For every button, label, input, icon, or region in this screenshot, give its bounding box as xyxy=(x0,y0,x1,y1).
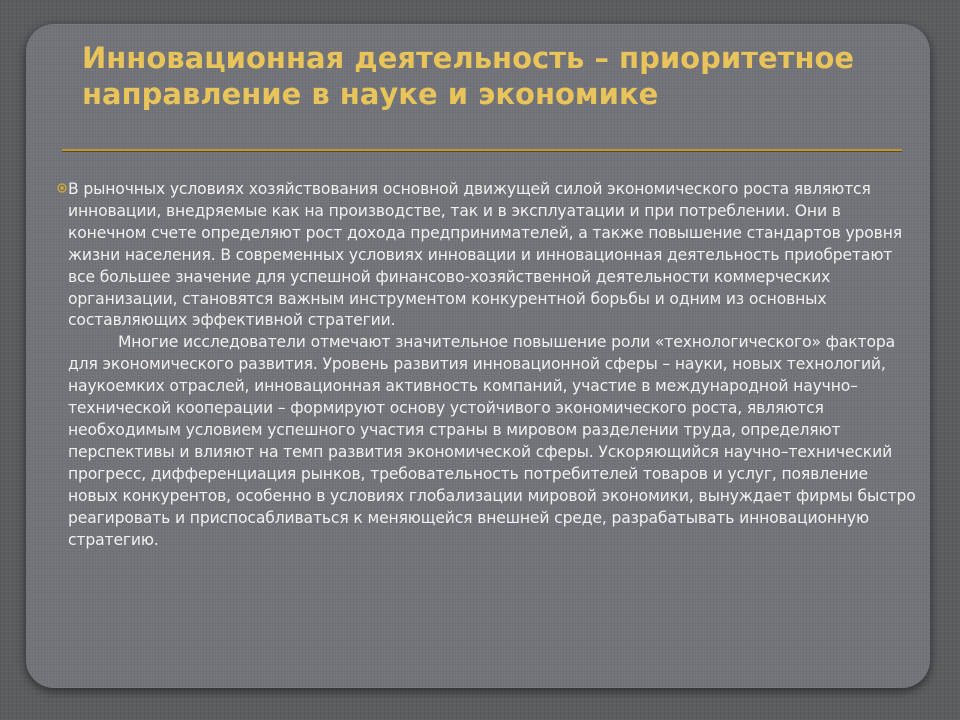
paragraph-2-wrapper xyxy=(68,332,918,551)
title-underline xyxy=(62,149,902,152)
paragraph-1: В рыночных условиях хозяйствования основной движущей силой экономического роста являются инновации, внедряемые как на производстве, так и в эксплуатации и при потреблении. Они в конечном счете определяют рост дохода предпринимателей, а также повышение стандартов уровня жизни населения. В современных условиях инновации и инновационная деятельность приобретают все большее значение для успешной финансово-хозяйственной деятельности коммерческих организации, становятся важным инструментом конкурентной борьбы и одним из основных составляющих эффективной стратегии. xyxy=(68,180,902,330)
paragraph-2: Многие исследователи отмечают значительное повышение роли «технологического» фактора для экономического развития. Уровень развития инновационной сферы – науки, новых технологий, наукоемких отраслей, инновационная активность компаний, участие в международной научно–технической кооперации – формируют основу устойчивого экономического роста, являются необходимым условием успешного участия страны в мировом разделении труда, определяют перспективы и влияют на темп развития экономической сферы. Ускоряющийся научно–технический прогресс, дифференциация рынков, требовательность потребителей товаров и услуг, появление новых конкурентов, особенно в условиях глобализации мировой экономики, вынуждает фирмы быстро реагировать и приспосабливаться к меняющейся внешней среде, разрабатывать инновационную стратегию. xyxy=(68,333,916,549)
body-text xyxy=(68,179,918,551)
slide-title: Инновационная деятельность – приоритетное направление в науке и экономике xyxy=(82,41,855,111)
circle-bullet-icon xyxy=(57,183,67,193)
